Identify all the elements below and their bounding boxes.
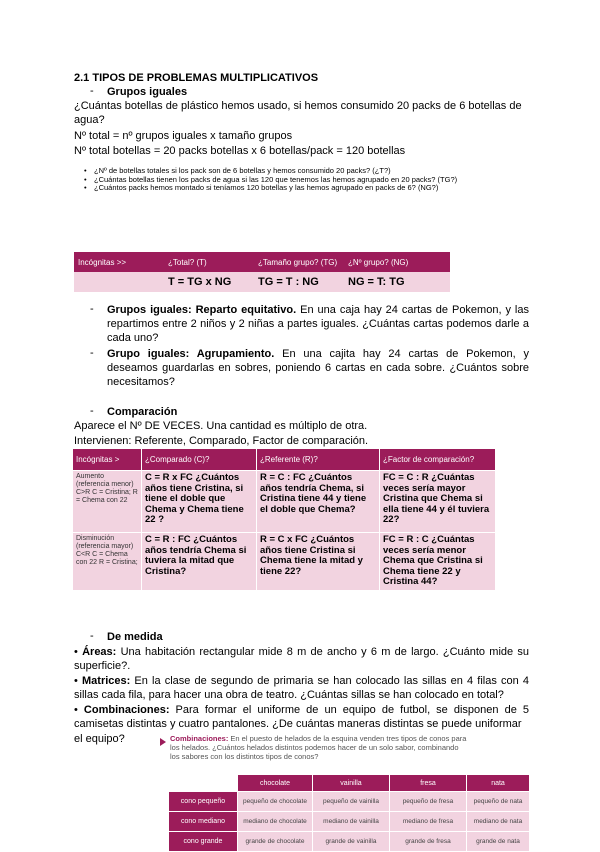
table-cell: NG = T: TG: [344, 272, 450, 292]
table-cell: grande de fresa: [390, 832, 467, 852]
table-cell: C = R : FC ¿Cuántos años tendría Chema si tuviera la mitad que Cristina?: [142, 533, 257, 591]
dash-bullet: -: [90, 85, 94, 97]
grupos-iguales-title: Grupos iguales: [107, 86, 188, 98]
table-cell: grande de nata: [467, 832, 530, 852]
table-cell: C = R x FC ¿Cuántos años tiene Cristina, si tiene el doble que Chema y Chema tiene 22 ?: [142, 471, 257, 533]
combinaciones-paragraph: • Combinaciones: Para formar el uniforme de un equipo de futbol, se disponen de 5 camisetas distintas y cuatro pantalones. ¿De cuántas maneras distintas se puede uniformar: [74, 704, 529, 730]
agrupamiento-label: Grupo iguales: Agrupamiento.: [107, 348, 275, 360]
table-row-label: cono grande: [169, 832, 238, 852]
grupos-question: ¿Cuántas botellas de plástico hemos usado, si hemos consumido 20 packs de 6 botellas de agua?: [74, 100, 522, 126]
combinaciones-label: Combinaciones:: [83, 704, 170, 716]
table-cell: pequeño de vainilla: [313, 792, 390, 812]
helados-table: [168, 774, 530, 852]
table-cell: grande de chocolate: [238, 832, 313, 852]
table-cell: pequeño de nata: [467, 792, 530, 812]
table-cell: TG = T : NG: [254, 272, 344, 292]
comparacion-title: Comparación: [107, 406, 178, 418]
arrow-right-icon: [160, 738, 166, 746]
table-cell: mediano de chocolate: [238, 812, 313, 832]
table-header: vainilla: [313, 775, 390, 792]
table-cell: pequeño de fresa: [390, 792, 467, 812]
dash-bullet: -: [90, 347, 94, 359]
table-row-label: cono mediano: [169, 812, 238, 832]
table-cell: mediano de nata: [467, 812, 530, 832]
table-cell: mediano de fresa: [390, 812, 467, 832]
table-cell: FC = C : R ¿Cuántas veces sería mayor Cristina que Chema si ella tiene 44 y él tuviera 22?: [380, 471, 496, 533]
helados-paragraph: [170, 734, 470, 761]
table-row-label: cono pequeño: [169, 792, 238, 812]
reparto-label: Grupos iguales: Reparto equitativo.: [107, 304, 297, 316]
table-cell: T = TG x NG: [164, 272, 254, 292]
agrupamiento-paragraph: [107, 347, 529, 389]
table-cell: pequeño de chocolate: [238, 792, 313, 812]
table-cell: [74, 272, 164, 292]
helados-label: Combinaciones:: [170, 734, 229, 743]
dash-bullet: -: [90, 303, 94, 315]
matrices-paragraph: • Matrices: En la clase de segundo de primaria se han colocado las sillas en 4 filas con 4 sillas cada fila, para hacer una obra de teatro. ¿Cuántas sillas se han colocado en total?: [74, 675, 529, 701]
reparto-text: En una caja hay 24 cartas de Pokemon, y las repartimos entre 2 niños y 2 niñas a partes iguales. ¿Cuántas cartas podemos darle a cada uno?: [107, 304, 529, 344]
grupos-table: [74, 252, 450, 292]
formula-botellas: Nº total botellas = 20 packs botellas x 6 botellas/pack = 120 botellas: [74, 145, 406, 157]
combinaciones-tail: el equipo?: [74, 733, 125, 745]
section-heading: 2.1 TIPOS DE PROBLEMAS MULTIPLICATIVOS: [74, 72, 319, 84]
agrupamiento-text: En una cajita hay 24 cartas de Pokemon, y deseamos guardarlas en sobres, poniendo 6 cartas en cada sobre. ¿Cuántos sobre necesitamos?: [107, 348, 529, 388]
comparacion-line2: Intervienen: Referente, Comparado, Factor de comparación.: [74, 435, 369, 447]
reparto-paragraph: [107, 303, 529, 345]
comparacion-line1: Aparece el Nº DE VECES. Una cantidad es múltiplo de otra.: [74, 420, 368, 432]
dash-bullet: -: [90, 405, 94, 417]
comparacion-table: [72, 448, 496, 591]
table-cell: FC = R : C ¿Cuántas veces sería menor Chema que Cristina si Chema tiene 22 y Cristina 44?: [380, 533, 496, 591]
table-cell: R = C : FC ¿Cuántos años tendría Chema, si Cristina tiene 44 y tiene el doble que Chema?: [257, 471, 380, 533]
table-header: fresa: [390, 775, 467, 792]
table-cell: R = C x FC ¿Cuántos años tiene Cristina si Chema tiene la mitad y tiene 22?: [257, 533, 380, 591]
table-header: ¿Total? (T): [164, 252, 254, 272]
table-header: [169, 775, 238, 792]
areas-text: Una habitación rectangular mide 8 m de ancho y 6 m de largo. ¿Cuánto mide su superficie?.: [74, 646, 529, 672]
table-row-label: Aumento (referencia menor) C>R C = Cristina; R = Chema con 22: [73, 471, 142, 533]
table-header: ¿Comparado (C)?: [142, 449, 257, 471]
incognita-list: [82, 167, 472, 193]
matrices-label: Matrices:: [82, 675, 131, 687]
combinaciones-text: Para formar el uniforme de un equipo de futbol, se disponen de 5 camisetas distintas y cuatro pantalones. ¿De cuántas maneras distintas se puede uniformar: [74, 704, 529, 730]
table-header: nata: [467, 775, 530, 792]
helados-text: En el puesto de helados de la esquina venden tres tipos de conos para los helados. ¿Cuántos helados distintos podemos hacer de un solo sabor, combinando los sabores con los distintos tipos de conos?: [170, 734, 467, 761]
table-header: Incógnitas >>: [74, 252, 164, 272]
dash-bullet: -: [90, 630, 94, 642]
areas-paragraph: • Áreas: Una habitación rectangular mide 8 m de ancho y 6 m de largo. ¿Cuánto mide su superficie?.: [74, 646, 529, 672]
table-header: ¿Factor de comparación?: [380, 449, 496, 471]
medida-title: De medida: [107, 631, 163, 643]
table-header: ¿Tamaño grupo? (TG): [254, 252, 344, 272]
table-cell: grande de vainilla: [313, 832, 390, 852]
table-header: chocolate: [238, 775, 313, 792]
areas-label: Áreas:: [82, 646, 117, 658]
table-header: ¿Referente (R)?: [257, 449, 380, 471]
table-row-label: Disminución (referencia mayor) C<R C = Chema con 22 R = Cristina;: [73, 533, 142, 591]
formula-general: Nº total = nº grupos iguales x tamaño grupos: [74, 130, 293, 142]
matrices-text: En la clase de segundo de primaria se han colocado las sillas en 4 filas con 4 sillas cada fila, para hacer una obra de teatro. ¿Cuántas sillas se han colocado en total?: [74, 675, 529, 701]
list-item: • ¿Cuántas botellas tienen los packs de agua si las 120 que tenemos las hemos agrupado en 20 packs? (TG?): [82, 176, 472, 185]
list-item: • ¿Nº de botellas totales si los pack son de 6 botellas y hemos consumido 20 packs? (¿T?): [82, 167, 472, 176]
table-header: ¿Nº grupo? (NG): [344, 252, 450, 272]
table-cell: mediano de vainilla: [313, 812, 390, 832]
table-header: Incógnitas >: [73, 449, 142, 471]
list-item: • ¿Cuántos packs hemos montado si teníamos 120 botellas y las hemos agrupado en packs de 6? (NG?): [82, 184, 472, 193]
